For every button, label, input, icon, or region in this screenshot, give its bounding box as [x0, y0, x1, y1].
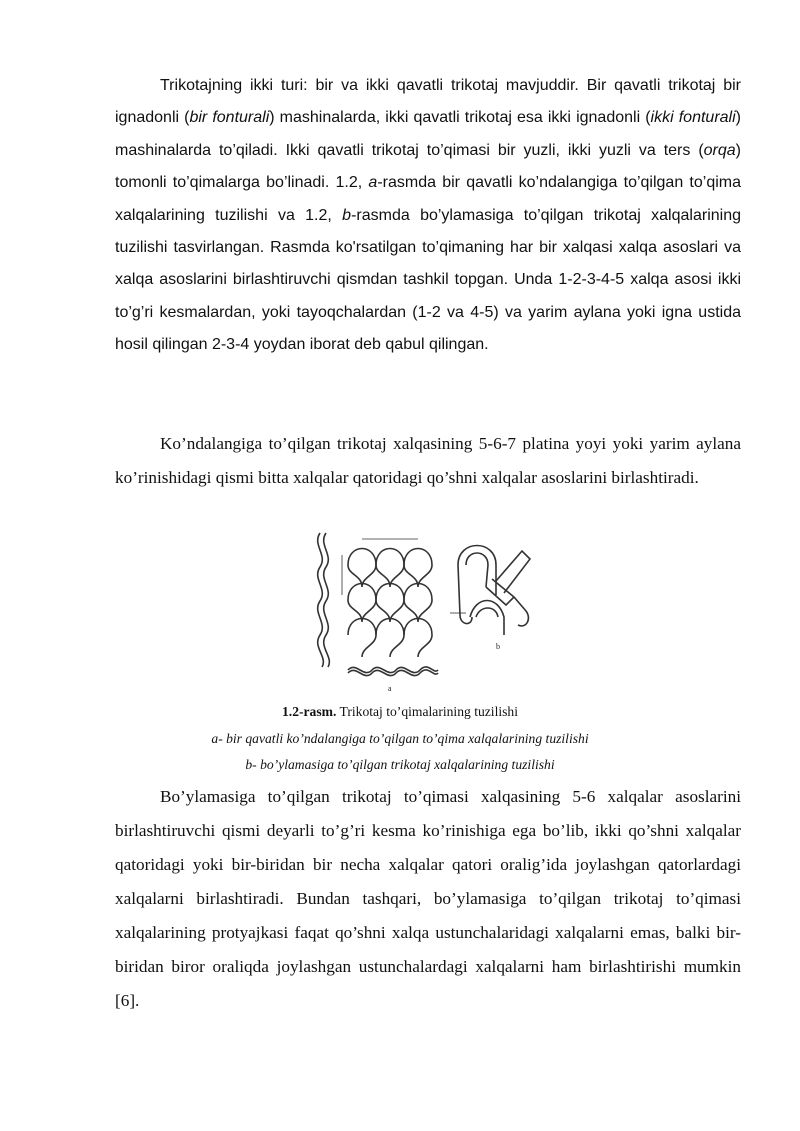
figure-caption-b: b- bo’ylamasiga to’qilgan trikotaj xalqalarining tuzilishi: [245, 757, 555, 772]
italic-term: bir fonturali: [189, 109, 270, 127]
text-span: Trikotajning ikki turi: bir va ikki qavatli trikotaj mavjuddir. Bir qavatli trikotaj bir ignadonli (: [115, 77, 741, 127]
text-span: -rasmda bo’ylamasiga to’qilgan trikotaj xalqalarining tuzilishi tasvirlangan. Rasmda ko'rsatilgan to’qimaning har bir xalqasi xalqa asoslari va xalqa asoslarini birlashtiruvchi qismdan tashkil topgan. Unda 1-2-3-4-5 xalqa asosi ikki to’g’ri kesmalardan, yoki tayoqchalardan (1-2 va 4-5) va yarim aylana yoki igna ustida hosil qilingan 2-3-4 yoydan iborat deb qabul qilingan.: [115, 206, 741, 354]
caption-number: 1.2-rasm.: [282, 704, 337, 719]
caption-text: Trikotaj to’qimalarining tuzilishi: [336, 704, 518, 719]
text-span: ) tomonli to’qimalarga bo’linadi. 1.2,: [115, 141, 741, 192]
knit-structure-figure: [300, 525, 540, 695]
knit-structure-illustration: [300, 525, 540, 695]
figure-caption-a: a- bir qavatli ko’ndalangiga to’qilgan to’qima xalqalarining tuzilishi: [211, 731, 589, 746]
italic-term: orqa: [703, 141, 736, 159]
figure-caption-title: [0, 704, 800, 720]
paragraph-warp-knit: Bo’ylamasiga to’qilgan trikotaj to’qimasi xalqasining 5-6 xalqalar asoslarini birlashtiruvchi qismi deyarli to’g’ri kesma ko’rinishiga ega bo’lib, ikki qo’shni xalqalar qatoridagi yoki bir-biridan bir necha xalqalar qatori oralig’ida joylashgan qatorlardagi xalqalarni birlashtiradi. Bundan tashqari, bo’ylamasiga to’qilgan trikotaj to’qimasi xalqalarining protyajkasi faqat qo’shni xalqa ustunchalaridagi xalqalarni emas, balki bir-biridan biror oraliqda joylashgan ustunchalardagi xalqalarni ham birlashtirishi mumkin [6].: [115, 787, 741, 1010]
italic-term: b: [342, 206, 352, 224]
paragraph-knit-types: [115, 70, 741, 362]
italic-term: a: [368, 174, 378, 192]
figure-label-a: a: [388, 684, 392, 693]
figure-label-b: b: [496, 642, 500, 651]
italic-term: ikki fonturali: [650, 109, 736, 127]
paragraph-weft-loop: Ko’ndalangiga to’qilgan trikotaj xalqasining 5-6-7 platina yoyi yoki yarim aylana ko’rinishidagi qismi bitta xalqalar qatoridagi qo’shni xalqalar asoslarini birlashtiradi.: [115, 434, 741, 487]
text-span: ) mashinalarda, ikki qavatli trikotaj esa ikki ignadonli (: [269, 109, 651, 127]
text-span: -rasmda bir qavatli ko’ndalangiga to’qilgan to’qima xalqalarining tuzilishi va 1.2,: [115, 174, 742, 224]
text-span: ) mashinalarda to’qiladi. Ikki qavatli trikotaj to’qimasi bir yuzli, ikki yuzli va ters (: [115, 109, 741, 159]
